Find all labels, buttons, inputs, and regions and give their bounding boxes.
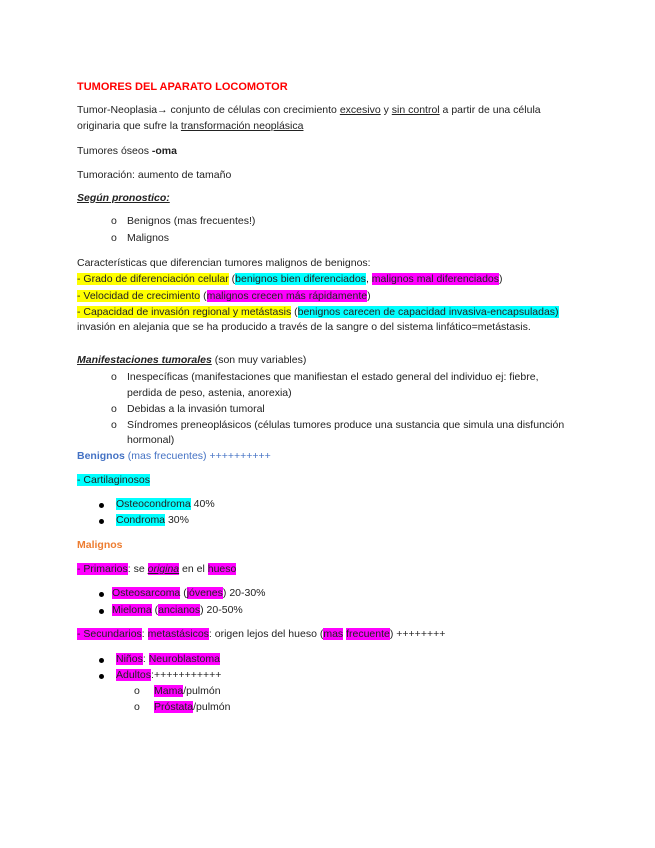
- mama-rest: /pulmón: [183, 685, 221, 697]
- grado-label: - Grado de diferenciación celular: [77, 273, 229, 285]
- primarios-origina: origina: [147, 563, 180, 575]
- primarios-colon: : se: [127, 563, 148, 575]
- benignos-heading: [77, 449, 271, 463]
- cartilaginosos: [77, 473, 150, 487]
- bullet-o: o: [111, 419, 117, 431]
- bullet-o: o: [111, 232, 117, 244]
- cap-benignos: benignos carecen de capacidad invasiva-encapsuladas): [297, 306, 559, 318]
- secundarios-end: ) ++++++++: [389, 628, 446, 640]
- grado-benignos: benignos bien diferenciados: [235, 273, 366, 285]
- prostata-rest: /pulmón: [193, 701, 231, 713]
- tumoracion: Tumoración: aumento de tamaño: [77, 169, 232, 181]
- ninos-label: Niños: [116, 653, 143, 665]
- bullet-dot: [99, 669, 104, 683]
- ninos-neuroblastoma: Neuroblastoma: [148, 653, 220, 665]
- vel-open: (: [200, 290, 207, 302]
- pronostico-item-malignos: Malignos: [127, 232, 170, 244]
- secundarios: [77, 627, 445, 641]
- bullet-dot: [99, 653, 104, 667]
- manifestaciones-heading: [77, 353, 306, 367]
- page-title: TUMORES DEL APARATO LOCOMOTOR: [77, 81, 288, 93]
- oseos-suffix: -oma: [151, 145, 177, 157]
- osteosarcoma-pct: ) 20-30%: [222, 587, 266, 599]
- vel-end: ): [367, 290, 371, 302]
- condroma: [116, 513, 189, 527]
- osteosarcoma-label: Osteosarcoma: [112, 587, 181, 599]
- bullet-dot: [99, 587, 104, 601]
- primarios-hueso: hueso: [207, 563, 237, 575]
- ninos-colon: :: [142, 653, 149, 665]
- bullet-dot: [99, 514, 104, 528]
- adultos-plus: :+++++++++++: [151, 669, 222, 681]
- manif-item-3b: hormonal): [127, 434, 175, 446]
- definition-line-1: [77, 103, 541, 117]
- bullet-o: o: [134, 685, 140, 697]
- secundarios-colon: :: [141, 628, 148, 640]
- osteocondroma-label: Osteocondroma: [116, 498, 191, 510]
- caract-velocidad: [77, 289, 371, 303]
- malignos-heading: Malignos: [77, 539, 123, 551]
- vel-label: - Velocidad de crecimiento: [77, 290, 201, 302]
- caract-capacidad: [77, 305, 559, 319]
- grado-sep: ,: [365, 273, 372, 285]
- mama: [154, 684, 221, 698]
- def-pre: Tumor-Neoplasia→ conjunto de células con crecimiento: [77, 104, 340, 116]
- mieloma: [112, 603, 243, 617]
- osteocondroma-pct: 40%: [190, 498, 215, 510]
- secundarios-mid: : origen lejos del hueso (: [208, 628, 324, 640]
- grado-open: (: [228, 273, 236, 285]
- caract-grado: [77, 272, 503, 286]
- caract-invasion: invasión en alejania que se ha producido a través de la sangre o del sistema linfático=metástasis.: [77, 321, 531, 333]
- manif-item-2: Debidas a la invasión tumoral: [127, 403, 265, 415]
- benignos-title: Benignos: [77, 450, 125, 462]
- def-sin-control: sin control: [391, 104, 440, 116]
- grado-end: ): [499, 273, 503, 285]
- manif-title: Manifestaciones tumorales: [77, 354, 212, 366]
- grado-malignos: malignos mal diferenciados: [371, 273, 500, 285]
- benignos-note: (mas frecuentes) ++++++++++: [124, 450, 271, 462]
- def-excesivo: excesivo: [339, 104, 381, 116]
- vel-malignos: malignos crecen más rápidamente: [206, 290, 368, 302]
- caracteristicas-intro: Características que diferencian tumores malignos de benignos:: [77, 257, 371, 269]
- pronostico-heading: Según pronostico:: [77, 192, 170, 204]
- bullet-o: o: [134, 701, 140, 713]
- def-post: a partir de una célula: [439, 104, 541, 116]
- primarios-en: en el: [179, 563, 208, 575]
- primarios: [77, 562, 236, 576]
- pronostico-item-benignos: Benignos (mas frecuentes!): [127, 215, 256, 227]
- bullet-o: o: [111, 215, 117, 227]
- manif-note: (son muy variables): [211, 354, 307, 366]
- oseos-text: Tumores óseos: [77, 145, 152, 157]
- primarios-label: - Primarios: [77, 563, 128, 575]
- condroma-pct: 30%: [165, 514, 189, 526]
- bullet-o: o: [111, 371, 117, 383]
- cap-open: (: [291, 306, 298, 318]
- mieloma-open: (: [151, 604, 159, 616]
- prostata-label: Próstata: [154, 701, 194, 713]
- osteosarcoma-jovenes: jóvenes: [186, 587, 223, 599]
- mieloma-pct: ) 20-50%: [200, 604, 243, 616]
- bullet-dot: [99, 498, 104, 512]
- ninos: [116, 652, 220, 666]
- adultos: [116, 668, 221, 682]
- def-line2-pre: originaria que sufre la: [77, 120, 181, 132]
- mama-label: Mama: [154, 685, 184, 697]
- secundarios-mas: mas: [323, 628, 344, 640]
- tumores-oseos: [77, 144, 177, 158]
- manif-item-3a: Síndromes preneoplásicos (células tumores produce una sustancia que simula una disfunción: [127, 419, 565, 431]
- def-transformacion: transformación neoplásica: [180, 120, 304, 132]
- prostata: [154, 700, 230, 714]
- bullet-dot: [99, 604, 104, 618]
- adultos-label: Adultos: [116, 669, 152, 681]
- condroma-label: Condroma: [116, 514, 166, 526]
- definition-line-2: [77, 119, 303, 133]
- cap-label: - Capacidad de invasión regional y metástasis: [77, 306, 292, 318]
- osteocondroma: [116, 497, 215, 511]
- bullet-o: o: [111, 403, 117, 415]
- osteosarcoma: [112, 586, 266, 600]
- cartilaginosos-label: - Cartilaginosos: [77, 474, 150, 486]
- secundarios-label: - Secundarios: [77, 628, 142, 640]
- secundarios-metastasicos: metastásicos: [147, 628, 209, 640]
- mieloma-ancianos: ancianos: [158, 604, 201, 616]
- mieloma-label: Mieloma: [112, 604, 152, 616]
- osteosarcoma-open: (: [180, 587, 187, 599]
- manif-item-1b: perdida de peso, astenia, anorexia): [127, 387, 292, 399]
- def-mid: y: [380, 104, 392, 116]
- secundarios-frecuente: frecuente: [346, 628, 390, 640]
- manif-item-1a: Inespecíficas (manifestaciones que manifiestan el estado general del individuo ej: fiebre,: [127, 371, 539, 383]
